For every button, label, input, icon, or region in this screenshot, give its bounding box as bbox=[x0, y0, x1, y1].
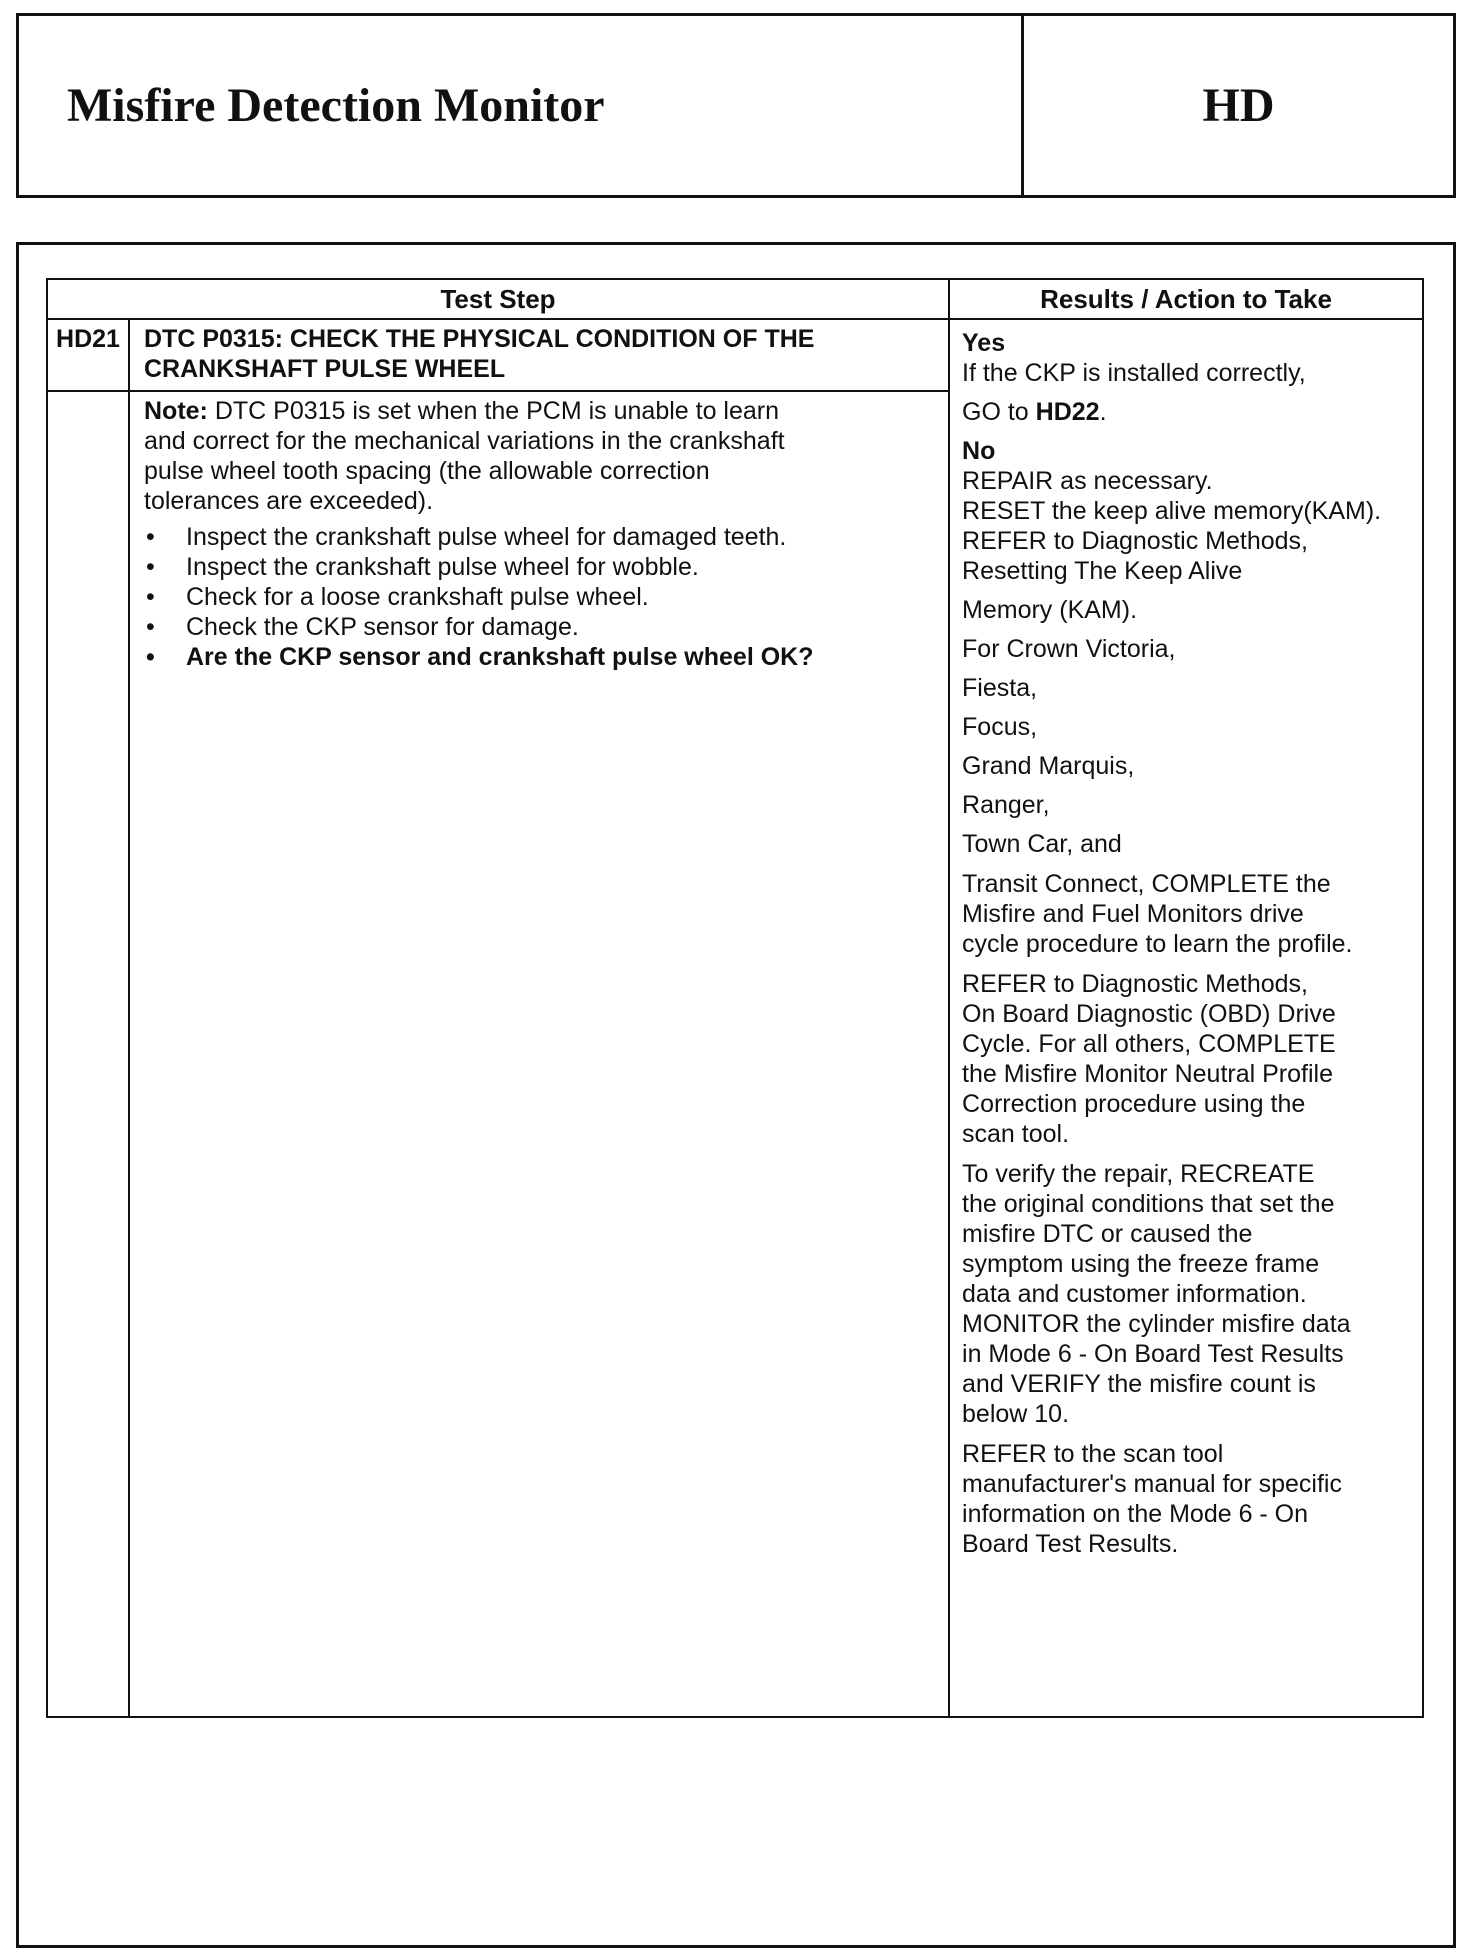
step-instructions bbox=[129, 391, 949, 1717]
no-line: RESET the keep alive memory(KAM). bbox=[962, 497, 1382, 525]
para-line: MONITOR the cylinder misfire data bbox=[962, 1310, 1351, 1338]
para-line: and VERIFY the misfire count is bbox=[962, 1370, 1316, 1398]
no-block-b bbox=[962, 595, 1416, 859]
no-line: REFER to Diagnostic Methods, bbox=[962, 527, 1308, 555]
no-label: No bbox=[962, 437, 996, 465]
bullet-icon: • bbox=[146, 523, 155, 551]
para-line: symptom using the freeze frame bbox=[962, 1250, 1320, 1278]
section-code: HD bbox=[1202, 79, 1275, 132]
yes-goto bbox=[962, 397, 1416, 427]
test-step-header: Test Step bbox=[47, 279, 949, 319]
step-title-line-2: CRANKSHAFT PULSE WHEEL bbox=[144, 355, 506, 383]
para-line: the Misfire Monitor Neutral Profile bbox=[962, 1060, 1333, 1088]
para-line: below 10. bbox=[962, 1400, 1070, 1428]
no-line: Fiesta, bbox=[962, 674, 1038, 702]
test-step-table bbox=[46, 278, 1424, 1718]
paragraph-scan-tool bbox=[962, 1439, 1416, 1559]
step-title-line-1: DTC P0315: CHECK THE PHYSICAL CONDITION OF THE bbox=[144, 325, 815, 353]
para-line: Misfire and Fuel Monitors drive bbox=[962, 900, 1304, 928]
list-item-text: Inspect the crankshaft pulse wheel for wobble. bbox=[186, 553, 699, 581]
para-line: misfire DTC or caused the bbox=[962, 1220, 1253, 1248]
step-title bbox=[129, 319, 949, 391]
paragraph-obd-drive-cycle bbox=[962, 969, 1416, 1149]
list-item-text: Inspect the crankshaft pulse wheel for damaged teeth. bbox=[186, 523, 787, 551]
no-line: Ranger, bbox=[962, 791, 1050, 819]
goto-suffix: . bbox=[1099, 398, 1107, 426]
note-label: Note: bbox=[144, 397, 208, 425]
no-line: REPAIR as necessary. bbox=[962, 467, 1213, 495]
list-item-text: Check for a loose crankshaft pulse wheel. bbox=[186, 583, 649, 611]
document-header bbox=[16, 13, 1456, 198]
para-line: cycle procedure to learn the profile. bbox=[962, 930, 1353, 958]
no-line: Grand Marquis, bbox=[962, 752, 1135, 780]
no-line: For Crown Victoria, bbox=[962, 635, 1176, 663]
para-line: Cycle. For all others, COMPLETE bbox=[962, 1030, 1336, 1058]
paragraph-verify-repair bbox=[962, 1159, 1416, 1429]
no-line: Memory (KAM). bbox=[962, 596, 1138, 624]
para-line: REFER to Diagnostic Methods, bbox=[962, 970, 1308, 998]
table-header-row bbox=[47, 279, 1423, 319]
goto-target-link[interactable]: HD22 bbox=[1035, 398, 1100, 426]
step-id-empty bbox=[47, 391, 129, 1717]
paragraph-complete-profile bbox=[962, 869, 1416, 959]
step-id: HD21 bbox=[47, 319, 129, 391]
para-line: Correction procedure using the bbox=[962, 1090, 1306, 1118]
para-line: data and customer information. bbox=[962, 1280, 1307, 1308]
note-line: and correct for the mechanical variations in the crankshaft bbox=[144, 427, 785, 455]
bullet-icon: • bbox=[146, 643, 155, 671]
no-block-a bbox=[962, 466, 1416, 586]
list-item-text: Check the CKP sensor for damage. bbox=[186, 613, 579, 641]
list-item bbox=[144, 582, 938, 612]
note-paragraph bbox=[144, 396, 938, 426]
para-line: Transit Connect, COMPLETE the bbox=[962, 870, 1331, 898]
para-line: Board Test Results. bbox=[962, 1530, 1179, 1558]
results-header: Results / Action to Take bbox=[949, 279, 1423, 319]
note-text: DTC P0315 is set when the PCM is unable to learn bbox=[207, 397, 780, 425]
list-item-text: Are the CKP sensor and crankshaft pulse wheel OK? bbox=[186, 643, 814, 671]
list-item bbox=[144, 552, 938, 582]
note-line: tolerances are exceeded). bbox=[144, 487, 434, 515]
bullet-icon: • bbox=[146, 583, 155, 611]
para-line: scan tool. bbox=[962, 1120, 1070, 1148]
list-item bbox=[144, 522, 938, 552]
note-line: pulse wheel tooth spacing (the allowable correction bbox=[144, 457, 710, 485]
goto-prefix: GO to bbox=[962, 398, 1036, 426]
para-line: On Board Diagnostic (OBD) Drive bbox=[962, 1000, 1336, 1028]
bullet-icon: • bbox=[146, 613, 155, 641]
no-line: Town Car, and bbox=[962, 830, 1122, 858]
list-item bbox=[144, 612, 938, 642]
results-cell bbox=[949, 319, 1423, 1717]
para-line: To verify the repair, RECREATE bbox=[962, 1160, 1315, 1188]
yes-label: Yes bbox=[962, 329, 1006, 357]
para-line: information on the Mode 6 - On bbox=[962, 1500, 1309, 1528]
para-line: in Mode 6 - On Board Test Results bbox=[962, 1340, 1344, 1368]
para-line: manufacturer's manual for specific bbox=[962, 1470, 1342, 1498]
para-line: the original conditions that set the bbox=[962, 1190, 1335, 1218]
para-line: REFER to the scan tool bbox=[962, 1440, 1224, 1468]
bullet-icon: • bbox=[146, 553, 155, 581]
no-line: Resetting The Keep Alive bbox=[962, 557, 1243, 585]
no-line: Focus, bbox=[962, 713, 1038, 741]
step-title-row bbox=[47, 319, 1423, 391]
inspection-list bbox=[144, 522, 938, 672]
yes-line: If the CKP is installed correctly, bbox=[962, 359, 1306, 387]
page-title: Misfire Detection Monitor bbox=[67, 79, 605, 132]
list-item-question bbox=[144, 642, 938, 672]
